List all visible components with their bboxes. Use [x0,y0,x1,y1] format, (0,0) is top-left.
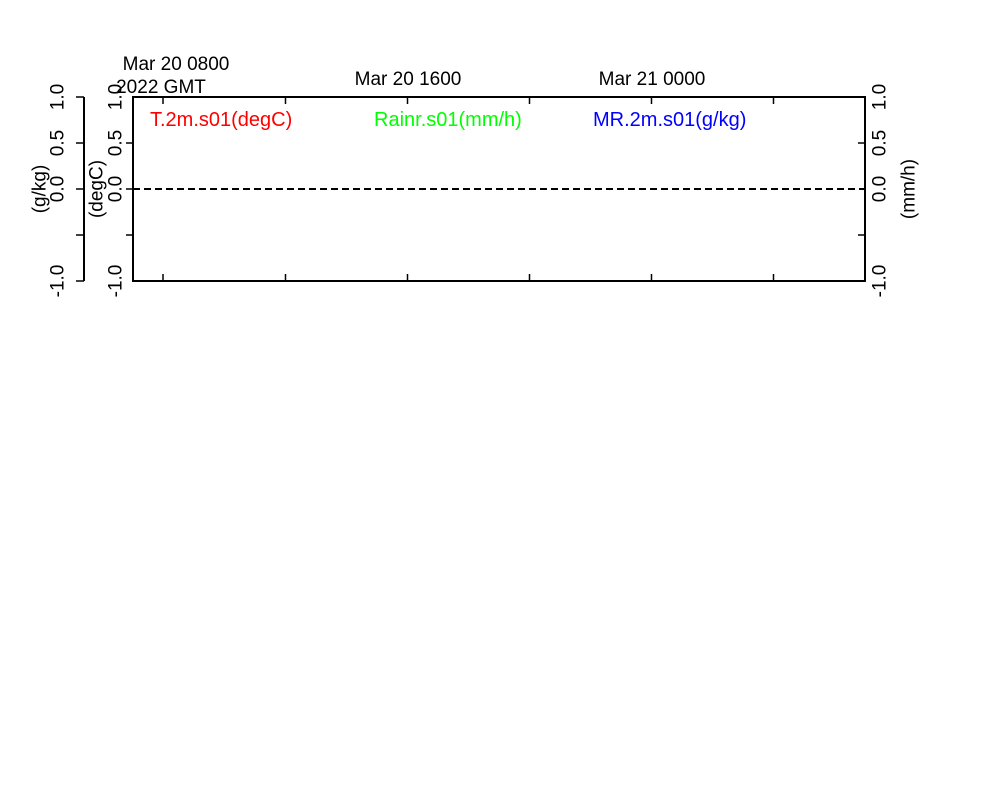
legend-item-rainr: Rainr.s01(mm/h) [374,109,522,131]
y-axis-gkg-tick-label-1: 1.0 [47,83,69,111]
y-axis-degc-ticks [126,143,133,235]
y-axis-gkg-tick-label-4: -1.0 [47,264,69,298]
y-axis-degc-tick-label-4: -1.0 [105,264,127,298]
y-axis-gkg-ticks [76,97,84,281]
y-axis-degc-tick-label-2: 0.5 [105,129,127,157]
x-axis-year-label: 2022 GMT [116,77,206,98]
y-axis-mmh-tick-label-3: 0.0 [869,175,891,203]
y-axis-degc-title: (degC) [86,159,108,219]
y-axis-degc-tick-label-3: 0.0 [105,175,127,203]
y-axis-mmh-title: (mm/h) [898,158,920,220]
y-axis-mmh-tick-label-2: 0.5 [869,129,891,157]
y-axis-gkg-title: (g/kg) [29,164,51,214]
y-axis-gkg-tick-label-3: 0.0 [47,175,69,203]
legend-item-t2m: T.2m.s01(degC) [150,109,293,131]
legend-item-mr2m: MR.2m.s01(g/kg) [593,109,747,131]
y-axis-gkg-tick-label-2: 0.5 [47,129,69,157]
y-axis-degc-tick-label-1: 1.0 [105,83,127,111]
x-tick-label-1: Mar 20 0800 [122,54,230,75]
x-tick-label-2: Mar 20 1600 [354,69,462,90]
y-axis-mmh-tick-label-4: -1.0 [869,264,891,298]
y-axis-mmh-tick-label-1: 1.0 [869,83,891,111]
y-axis-gkg-line [76,97,84,281]
x-tick-label-3: Mar 21 0000 [598,69,706,90]
